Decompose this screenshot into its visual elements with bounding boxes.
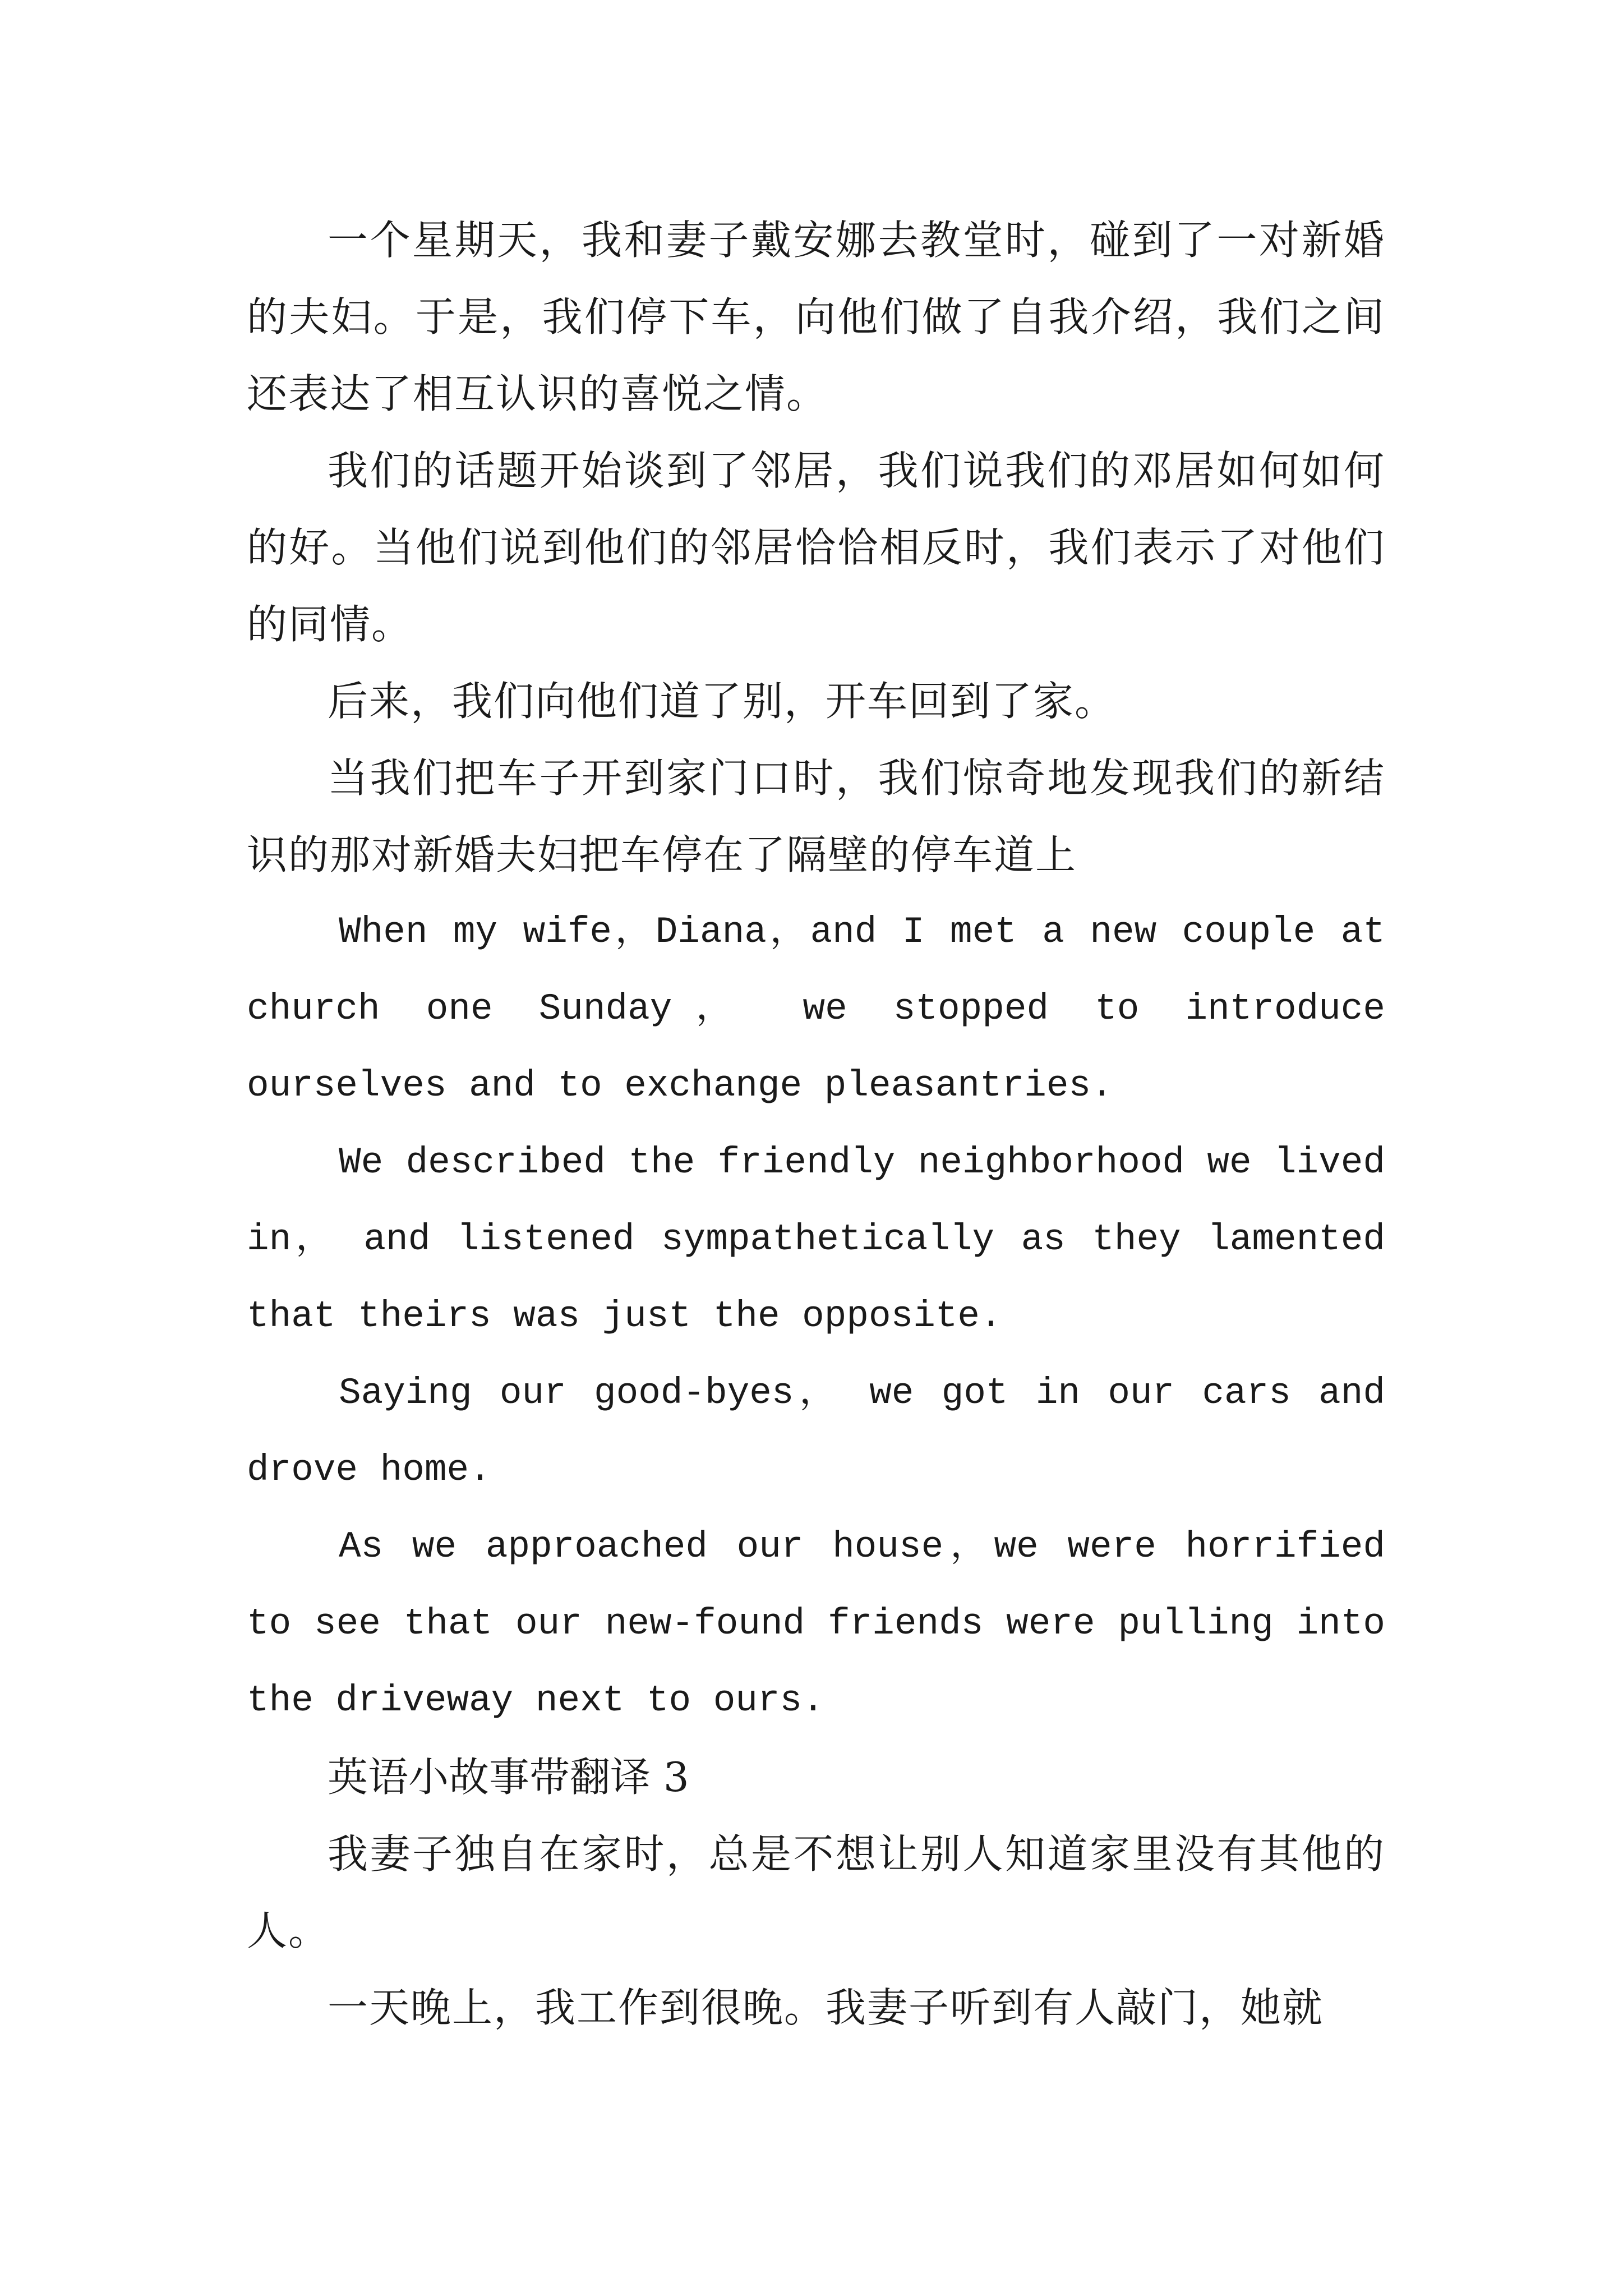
paragraph-en-3: Saying our good-byes， we got in our cars and drove home.	[247, 1372, 1385, 1491]
document-body	[247, 202, 1385, 2046]
paragraph-zh-4: 当我们把车子开到家门口时，我们惊奇地发现我们的新结识的那对新婚夫妇把车停在了隔壁的停车道上	[247, 754, 1385, 878]
paragraph-en-4: As we approached our house，we were horrified to see that our new-found friends were pulling into the driveway next to ours.	[247, 1526, 1385, 1722]
paragraph-zh-3: 后来，我们向他们道了别，开车回到了家。	[328, 678, 1117, 725]
paragraph-zh-6: 一天晚上，我工作到很晚。我妻子听到有人敲门，她就	[328, 1984, 1324, 2031]
paragraph-en-1: When my wife，Diana，and I met a new couple at church one Sunday， we stopped to introduce ourselves and to exchange pleasantries.	[247, 911, 1385, 1107]
paragraph-zh-2: 我们的话题开始谈到了邻居，我们说我们的邓居如何如何的好。当他们说到他们的邻居恰恰相反时，我们表示了对他们的同情。	[247, 447, 1385, 648]
section-heading: 英语小故事带翻译 3	[328, 1754, 689, 1801]
paragraph-en-2: We described the friendly neighborhood we lived in， and listened sympathetically as they lamented that theirs was just the opposite.	[247, 1142, 1385, 1337]
paragraph-zh-1: 一个星期天，我和妻子戴安娜去教堂时，碰到了一对新婚的夫妇。于是，我们停下车，向他们做了自我介绍，我们之间还表达了相互认识的喜悦之情。	[247, 217, 1385, 417]
paragraph-zh-5: 我妻子独自在家时，总是不想让别人知道家里没有其他的人。	[247, 1830, 1385, 1954]
